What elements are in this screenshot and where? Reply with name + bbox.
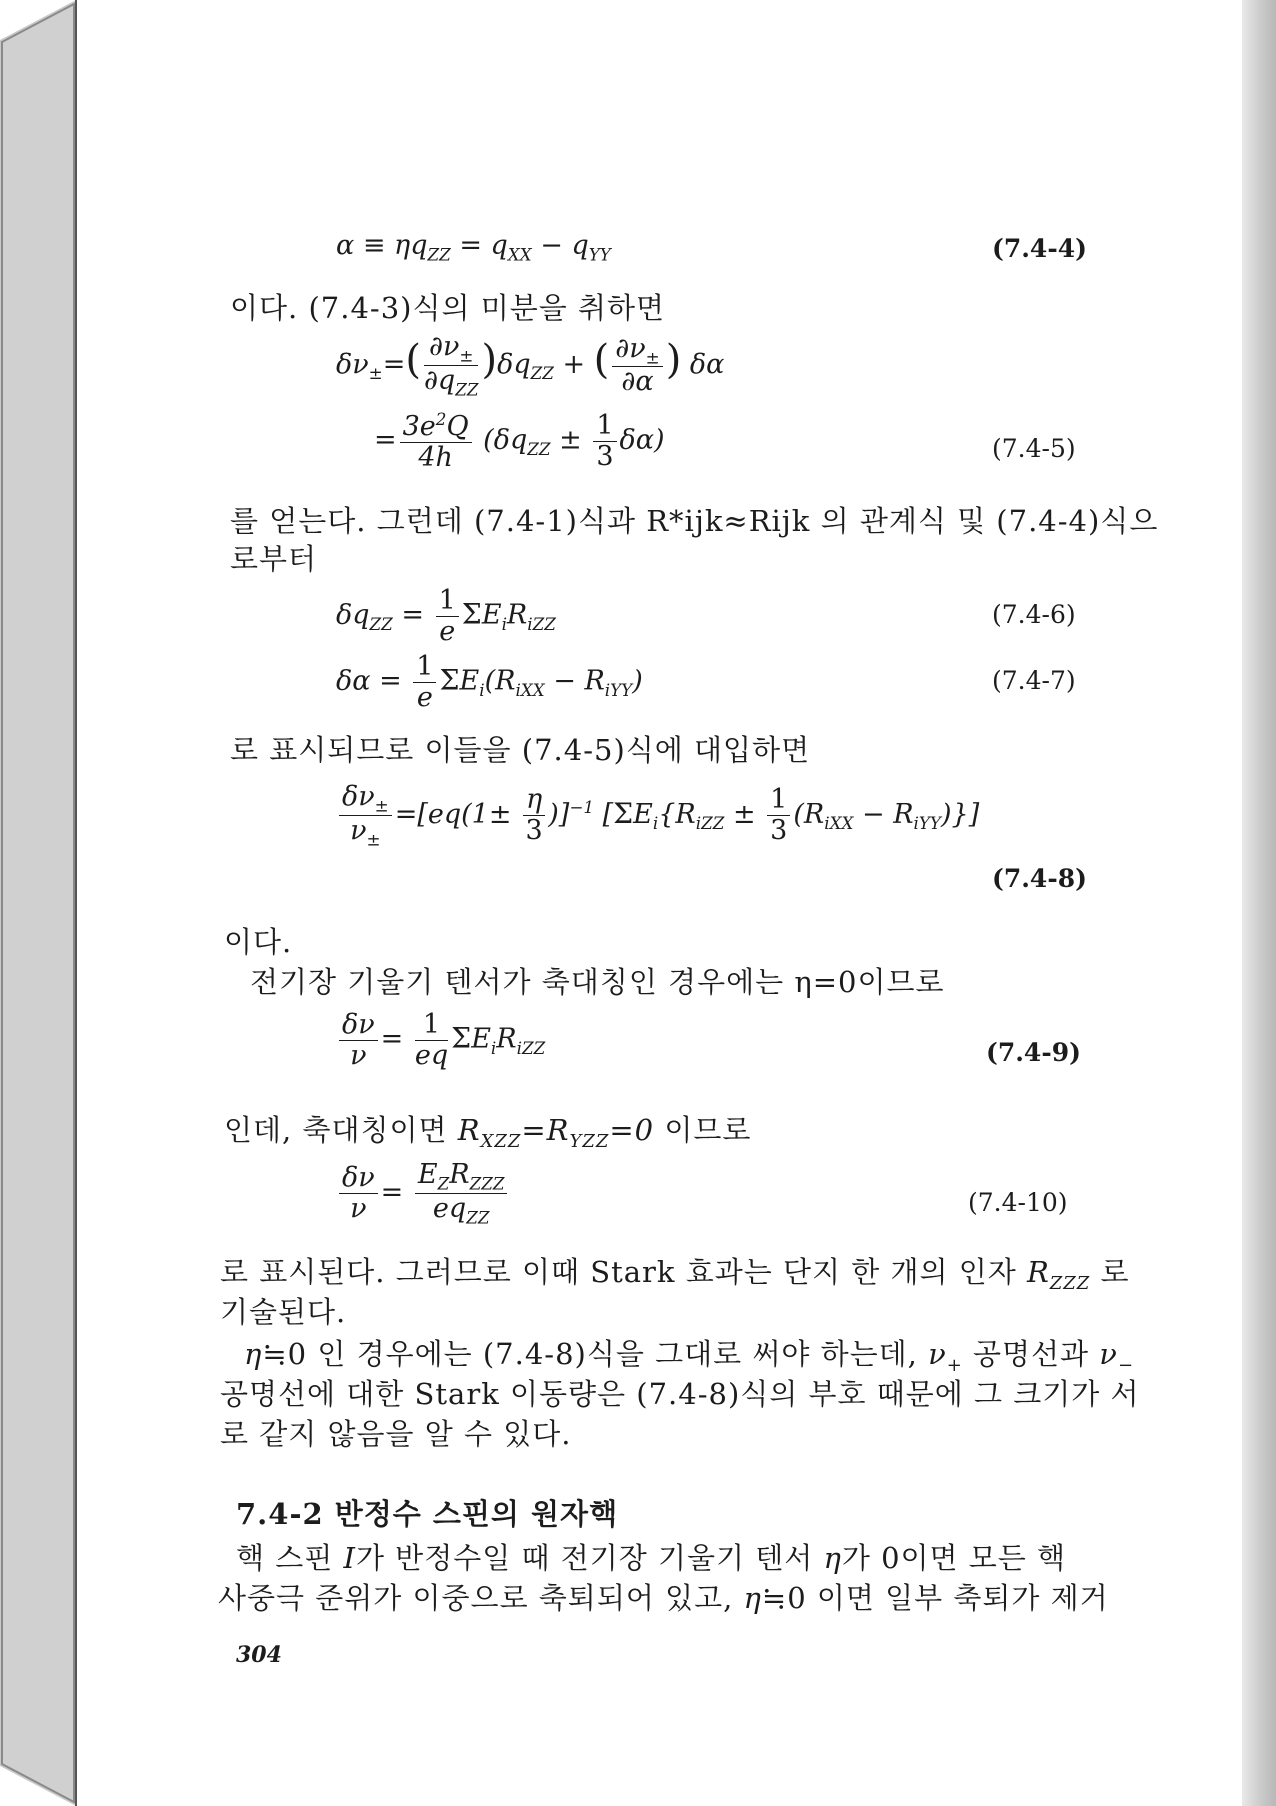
equation-7-4-9: $\frac{\delta\nu}{\nu}$ = $\frac{1}{eq}$ $\Sigma E_iR_{iZZ}$ [336, 1010, 545, 1070]
equation-7-4-5-line1: $\delta\nu_\pm=$( $\frac{\partial\nu_\pm}{\partial q_{ZZ}}$ )$\delta q_{ZZ}$ + ( $\frac{\partial\nu_\pm}{\partial\alpha}$ ) δα [336, 331, 725, 400]
equation-number: (7.4-9) [986, 1038, 1081, 1067]
section-heading: 7.4-2 반정수 스핀의 원자핵 [236, 1497, 619, 1531]
paragraph-line: 를 얻는다. 그런데 (7.4-1)식과 R*ijk≈Rijk 의 관계식 및 (7.4-4)식으 [230, 504, 1159, 538]
paragraph-line: 로부터 [230, 542, 318, 576]
book-spine [0, 0, 80, 1806]
equation-number: (7.4-8) [992, 864, 1087, 893]
paragraph-line: 이다. (7.4-3)식의 미분을 취하면 [230, 291, 666, 325]
paragraph-line: 인데, 축대칭이면 $R_{XZZ}=R_{YZZ}=0$ 이므로 [224, 1113, 752, 1152]
page-edge-shadow [1242, 0, 1276, 1806]
equation-7-4-10: $\frac{\delta\nu}{\nu}$ = $\frac{E_ZR_{ZZZ}}{eq_{ZZ}}$ [336, 1160, 510, 1227]
page-number: 304 [236, 1642, 282, 1668]
equation-number: (7.4-6) [992, 600, 1076, 629]
paragraph-line: 사중극 준위가 이중으로 축퇴되어 있고, η≒0 이면 일부 축퇴가 제거 [218, 1581, 1109, 1615]
paragraph-line: 이다. [224, 925, 293, 959]
paragraph-line: 공명선에 대한 Stark 이동량은 (7.4-8)식의 부호 때문에 그 크기가 서 [220, 1377, 1140, 1411]
equation-number: (7.4-10) [968, 1188, 1068, 1217]
equation-number: (7.4-7) [992, 666, 1076, 695]
paragraph-line: η≒0 인 경우에는 (7.4-8)식을 그대로 써야 하는데, $\nu_+$ 공명선과 $\nu_-$ [244, 1337, 1134, 1376]
paragraph-line: 기술된다. [220, 1295, 347, 1329]
equation-number: (7.4-5) [992, 434, 1076, 463]
paragraph-line: 로 같지 않음을 알 수 있다. [220, 1417, 572, 1451]
equation-7-4-7: δα = $\frac{1}{e}$ $\Sigma E_i(R_{iXX} - R_{iYY})$ [336, 651, 643, 713]
paragraph-line: 전기장 기울기 텐서가 축대칭인 경우에는 η=0이므로 [250, 965, 945, 999]
paragraph-line: 핵 스핀 I가 반정수일 때 전기장 기울기 텐서 η가 0이면 모든 핵 [236, 1541, 1067, 1575]
equation-number: (7.4-4) [992, 234, 1087, 263]
equation-7-4-6: $\delta q_{ZZ}$ = $\frac{1}{e}$ $\Sigma E_iR_{iZZ}$ [336, 585, 556, 647]
equation-7-4-5-line2: = $\frac{3e^2Q}{4h}$ ($\delta q_{ZZ}$ ± $\frac{1}{3}$ δα) [374, 409, 665, 473]
equation-7-4-4: $\alpha \equiv \eta q_{ZZ} = q_{XX} - q_{YY}$ [336, 230, 611, 265]
paragraph-line: 로 표시된다. 그러므로 이때 Stark 효과는 단지 한 개의 인자 $R_{ZZZ}$ 로 [220, 1255, 1130, 1294]
equation-7-4-8: $\frac{\delta\nu_\pm}{\nu_\pm}$ =[eq(1± $\frac{\eta}{3}$ )]$^{-1}$ [$\Sigma E_i\{R_{iZZ}$ ± $\frac{1}{3}$ $(R_{iXX} - R_{iYY})$}] [336, 782, 979, 849]
book-page [78, 2, 1242, 1804]
paragraph-line: 로 표시되므로 이들을 (7.4-5)식에 대입하면 [230, 733, 811, 767]
